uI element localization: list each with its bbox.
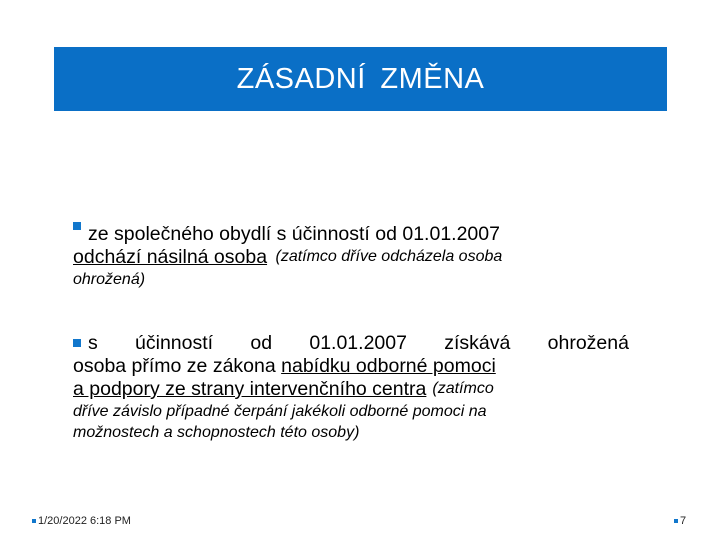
footer-date-text: 1/20/2022 6:18 PM — [38, 515, 131, 527]
bullet-1-underlined: odchází násilná osoba — [73, 246, 268, 268]
bullet-2-word: ohrožená — [547, 332, 629, 354]
bullet-2-line-3-italic: (zatímco — [432, 380, 494, 397]
footer-page — [674, 515, 686, 527]
bullet-2-word: od — [250, 332, 273, 354]
bullet-2-word: s — [88, 332, 98, 354]
bullet-square-icon — [73, 339, 81, 347]
bullet-2-line-2-underlined: nabídku odborné pomoci — [281, 355, 496, 377]
bullet-square-icon — [73, 222, 81, 230]
footer-date — [32, 515, 131, 527]
bullet-2-line-3-underlined: a podpory ze strany intervenčního centra — [73, 378, 427, 400]
bullet-2-word: získává — [444, 332, 511, 354]
bullet-2-line-4: dříve závislo případné čerpání jakékoli odborné pomoci na — [73, 403, 487, 420]
bullet-1-italic: (zatímco dříve odcházela osoba — [275, 248, 503, 265]
slide-title: ZÁSADNÍ ZMĚNA — [236, 62, 485, 95]
bullet-1-line-3: ohrožená) — [73, 271, 146, 288]
bullet-2-line-5: možnostech a schopnostech této osoby) — [73, 424, 360, 441]
bullet-2-line-2-plain: osoba přímo ze zákona — [73, 355, 282, 377]
bullet-item-1 — [73, 223, 629, 290]
bullet-2-word: účinností — [135, 332, 214, 354]
bullet-1-line-1: ze společného obydlí s účinností od 01.01.2007 — [88, 223, 500, 245]
footer-page-number: 7 — [680, 515, 687, 527]
bullet-square-icon — [674, 519, 678, 523]
bullet-item-2 — [73, 332, 629, 443]
bullet-square-icon — [32, 519, 36, 523]
title-bar — [54, 47, 667, 111]
bullet-2-word: 01.01.2007 — [309, 332, 407, 354]
